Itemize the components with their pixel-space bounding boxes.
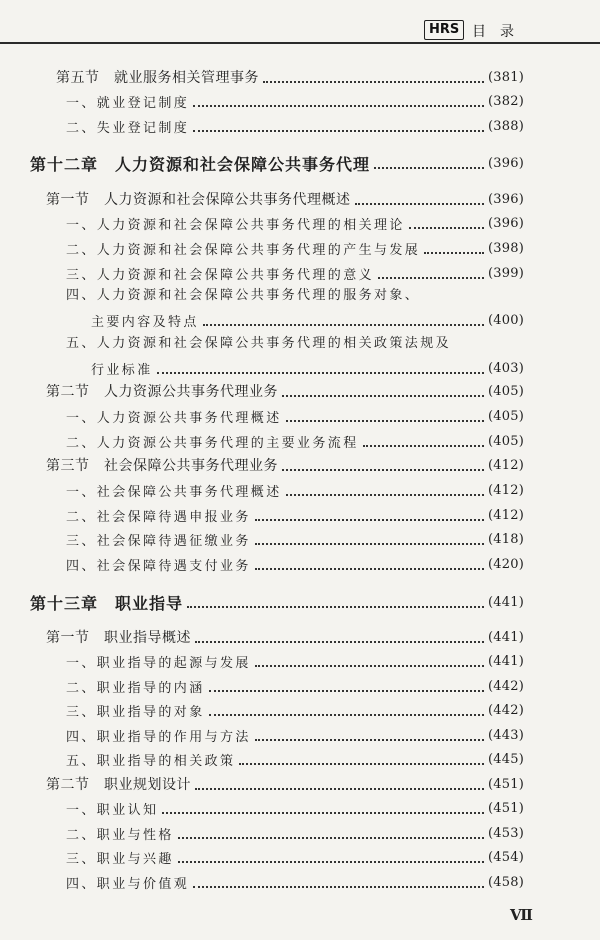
leader-dots: [187, 605, 484, 608]
toc-entry-item: [66, 554, 524, 574]
leader-dots: [424, 251, 484, 254]
leader-dots: [195, 640, 484, 643]
leader-dots: [209, 713, 484, 716]
leader-dots: [282, 394, 484, 397]
leader-dots: [282, 468, 484, 471]
entry-label: 二、人力资源和社会保障公共事务代理的产生与发展: [66, 242, 421, 258]
toc-entry-item: [66, 213, 524, 233]
leader-dots: [178, 860, 484, 863]
entry-page: (418): [488, 531, 524, 547]
toc-entry-section: [46, 189, 524, 209]
leader-dots: [263, 80, 484, 83]
leader-dots: [195, 787, 484, 790]
toc-entry-section: [46, 381, 524, 401]
entry-page: (400): [488, 312, 524, 328]
entry-page: (398): [488, 240, 524, 256]
toc-entry-item: [66, 431, 524, 451]
entry-page: (412): [488, 457, 524, 473]
entry-label: 二、职业指导的内涵: [66, 680, 205, 696]
leader-dots: [178, 836, 484, 839]
entry-page: (454): [488, 849, 524, 865]
leader-dots: [157, 371, 484, 374]
leader-dots: [203, 323, 484, 326]
entry-page: (382): [488, 93, 524, 109]
entry-page: (441): [488, 653, 524, 669]
entry-label: 二、人力资源公共事务代理的主要业务流程: [66, 435, 359, 451]
page-number: Ⅶ: [510, 906, 533, 924]
entry-label: 一、人力资源和社会保障公共事务代理的相关理论: [66, 217, 405, 233]
header-title: 目录: [472, 24, 528, 40]
leader-dots: [255, 567, 484, 570]
entry-page: (443): [488, 727, 524, 743]
toc-entry-item: [66, 798, 524, 818]
leader-dots: [378, 276, 484, 279]
entry-page: (388): [488, 118, 524, 134]
entry-page: (451): [488, 800, 524, 816]
toc-entry-continuation: [91, 310, 524, 330]
entry-page: (451): [488, 776, 524, 792]
entry-label: 第五节 就业服务相关管理事务: [56, 70, 259, 86]
entry-label: 第一节 职业指导概述: [46, 630, 191, 646]
toc-entry-chapter-13: [30, 592, 524, 612]
entry-label: 第十三章 职业指导: [30, 593, 184, 613]
entry-label: 第一节 人力资源和社会保障公共事务代理概述: [46, 192, 351, 208]
entry-page: (442): [488, 702, 524, 718]
entry-page: (458): [488, 874, 524, 890]
entry-page: (445): [488, 751, 524, 767]
entry-label: 一、人力资源公共事务代理概述: [66, 410, 282, 426]
entry-page: (441): [488, 629, 524, 645]
leader-dots: [355, 202, 485, 205]
leader-dots: [193, 885, 484, 888]
toc-entry-first-line: 四、人力资源和社会保障公共事务代理的服务对象、: [66, 288, 421, 303]
entry-label: 四、职业指导的作用与方法: [66, 729, 251, 745]
leader-dots: [409, 226, 484, 229]
toc-entry-item: [66, 700, 524, 720]
entry-label: 主要内容及特点: [91, 314, 199, 330]
toc-entry-item: [66, 725, 524, 745]
toc-entry-item: [66, 872, 524, 892]
entry-label: 第二节 职业规划设计: [46, 777, 191, 793]
leader-dots: [239, 762, 484, 765]
leader-dots: [193, 129, 484, 132]
toc-entry-section: [46, 774, 524, 794]
toc-entry-section: [46, 627, 524, 647]
entry-label: 行业标准: [91, 362, 153, 378]
leader-dots: [286, 493, 484, 496]
hrs-badge: HRS: [424, 20, 464, 40]
leader-dots: [255, 518, 484, 521]
entry-page: (396): [488, 215, 524, 231]
leader-dots: [363, 444, 484, 447]
entry-page: (405): [488, 408, 524, 424]
entry-page: (399): [488, 265, 524, 281]
entry-page: (442): [488, 678, 524, 694]
leader-dots: [286, 419, 484, 422]
entry-label: 三、职业与兴趣: [66, 851, 174, 867]
toc-entry-item: [66, 116, 524, 136]
entry-label: 五、职业指导的相关政策: [66, 753, 236, 769]
entry-label: 一、社会保障公共事务代理概述: [66, 484, 282, 500]
leader-dots: [255, 738, 484, 741]
entry-label: 二、社会保障待遇申报业务: [66, 509, 251, 525]
toc-entry-item: [66, 480, 524, 500]
entry-label: 第三节 社会保障公共事务代理业务: [46, 458, 278, 474]
entry-label: 四、职业与价值观: [66, 876, 190, 892]
toc-entry-chapter-12: [30, 153, 524, 173]
toc-entry-item: [66, 823, 524, 843]
toc-entry-item: [66, 505, 524, 525]
entry-label: 二、职业与性格: [66, 827, 174, 843]
toc-entry-item: [66, 847, 524, 867]
toc-entry-item: [66, 676, 524, 696]
entry-page: (412): [488, 482, 524, 498]
leader-dots: [193, 104, 484, 107]
entry-page: (405): [488, 383, 524, 399]
entry-page: (412): [488, 507, 524, 523]
leader-dots: [374, 166, 484, 169]
leader-dots: [255, 542, 484, 545]
toc-entry-first-line: 五、人力资源和社会保障公共事务代理的相关政策法规及: [66, 336, 452, 351]
entry-page: (405): [488, 433, 524, 449]
entry-label: 一、职业认知: [66, 802, 159, 818]
entry-label: 一、就业登记制度: [66, 95, 190, 111]
entry-label: 第二节 人力资源公共事务代理业务: [46, 384, 278, 400]
entry-label: 三、人力资源和社会保障公共事务代理的意义: [66, 267, 375, 283]
toc-entry-item: [66, 651, 524, 671]
toc-entry-item: [66, 749, 524, 769]
entry-label: 三、职业指导的对象: [66, 704, 205, 720]
leader-dots: [209, 689, 484, 692]
entry-label: 四、社会保障待遇支付业务: [66, 558, 251, 574]
entry-label: 第十二章 人力资源和社会保障公共事务代理: [30, 154, 371, 174]
entry-page: (420): [488, 556, 524, 572]
entry-page: (396): [488, 155, 524, 171]
entry-page: (403): [488, 360, 524, 376]
toc-entry-item: [66, 263, 524, 283]
entry-page: (453): [488, 825, 524, 841]
entry-label: 一、职业指导的起源与发展: [66, 655, 251, 671]
toc-entry-item: [66, 529, 524, 549]
leader-dots: [162, 811, 484, 814]
entry-page: (396): [488, 191, 524, 207]
entry-label: 三、社会保障待遇征缴业务: [66, 533, 251, 549]
leader-dots: [255, 664, 484, 667]
entry-label: 二、失业登记制度: [66, 120, 190, 136]
toc-entry-item: [66, 406, 524, 426]
toc-entry-continuation: [91, 358, 524, 378]
entry-page: (441): [488, 594, 524, 610]
toc-entry-section: [46, 455, 524, 475]
entry-page: (381): [488, 69, 524, 85]
toc-entry-item: [66, 91, 524, 111]
toc-entry-item: [66, 238, 524, 258]
toc-entry-section-5: [56, 67, 524, 87]
